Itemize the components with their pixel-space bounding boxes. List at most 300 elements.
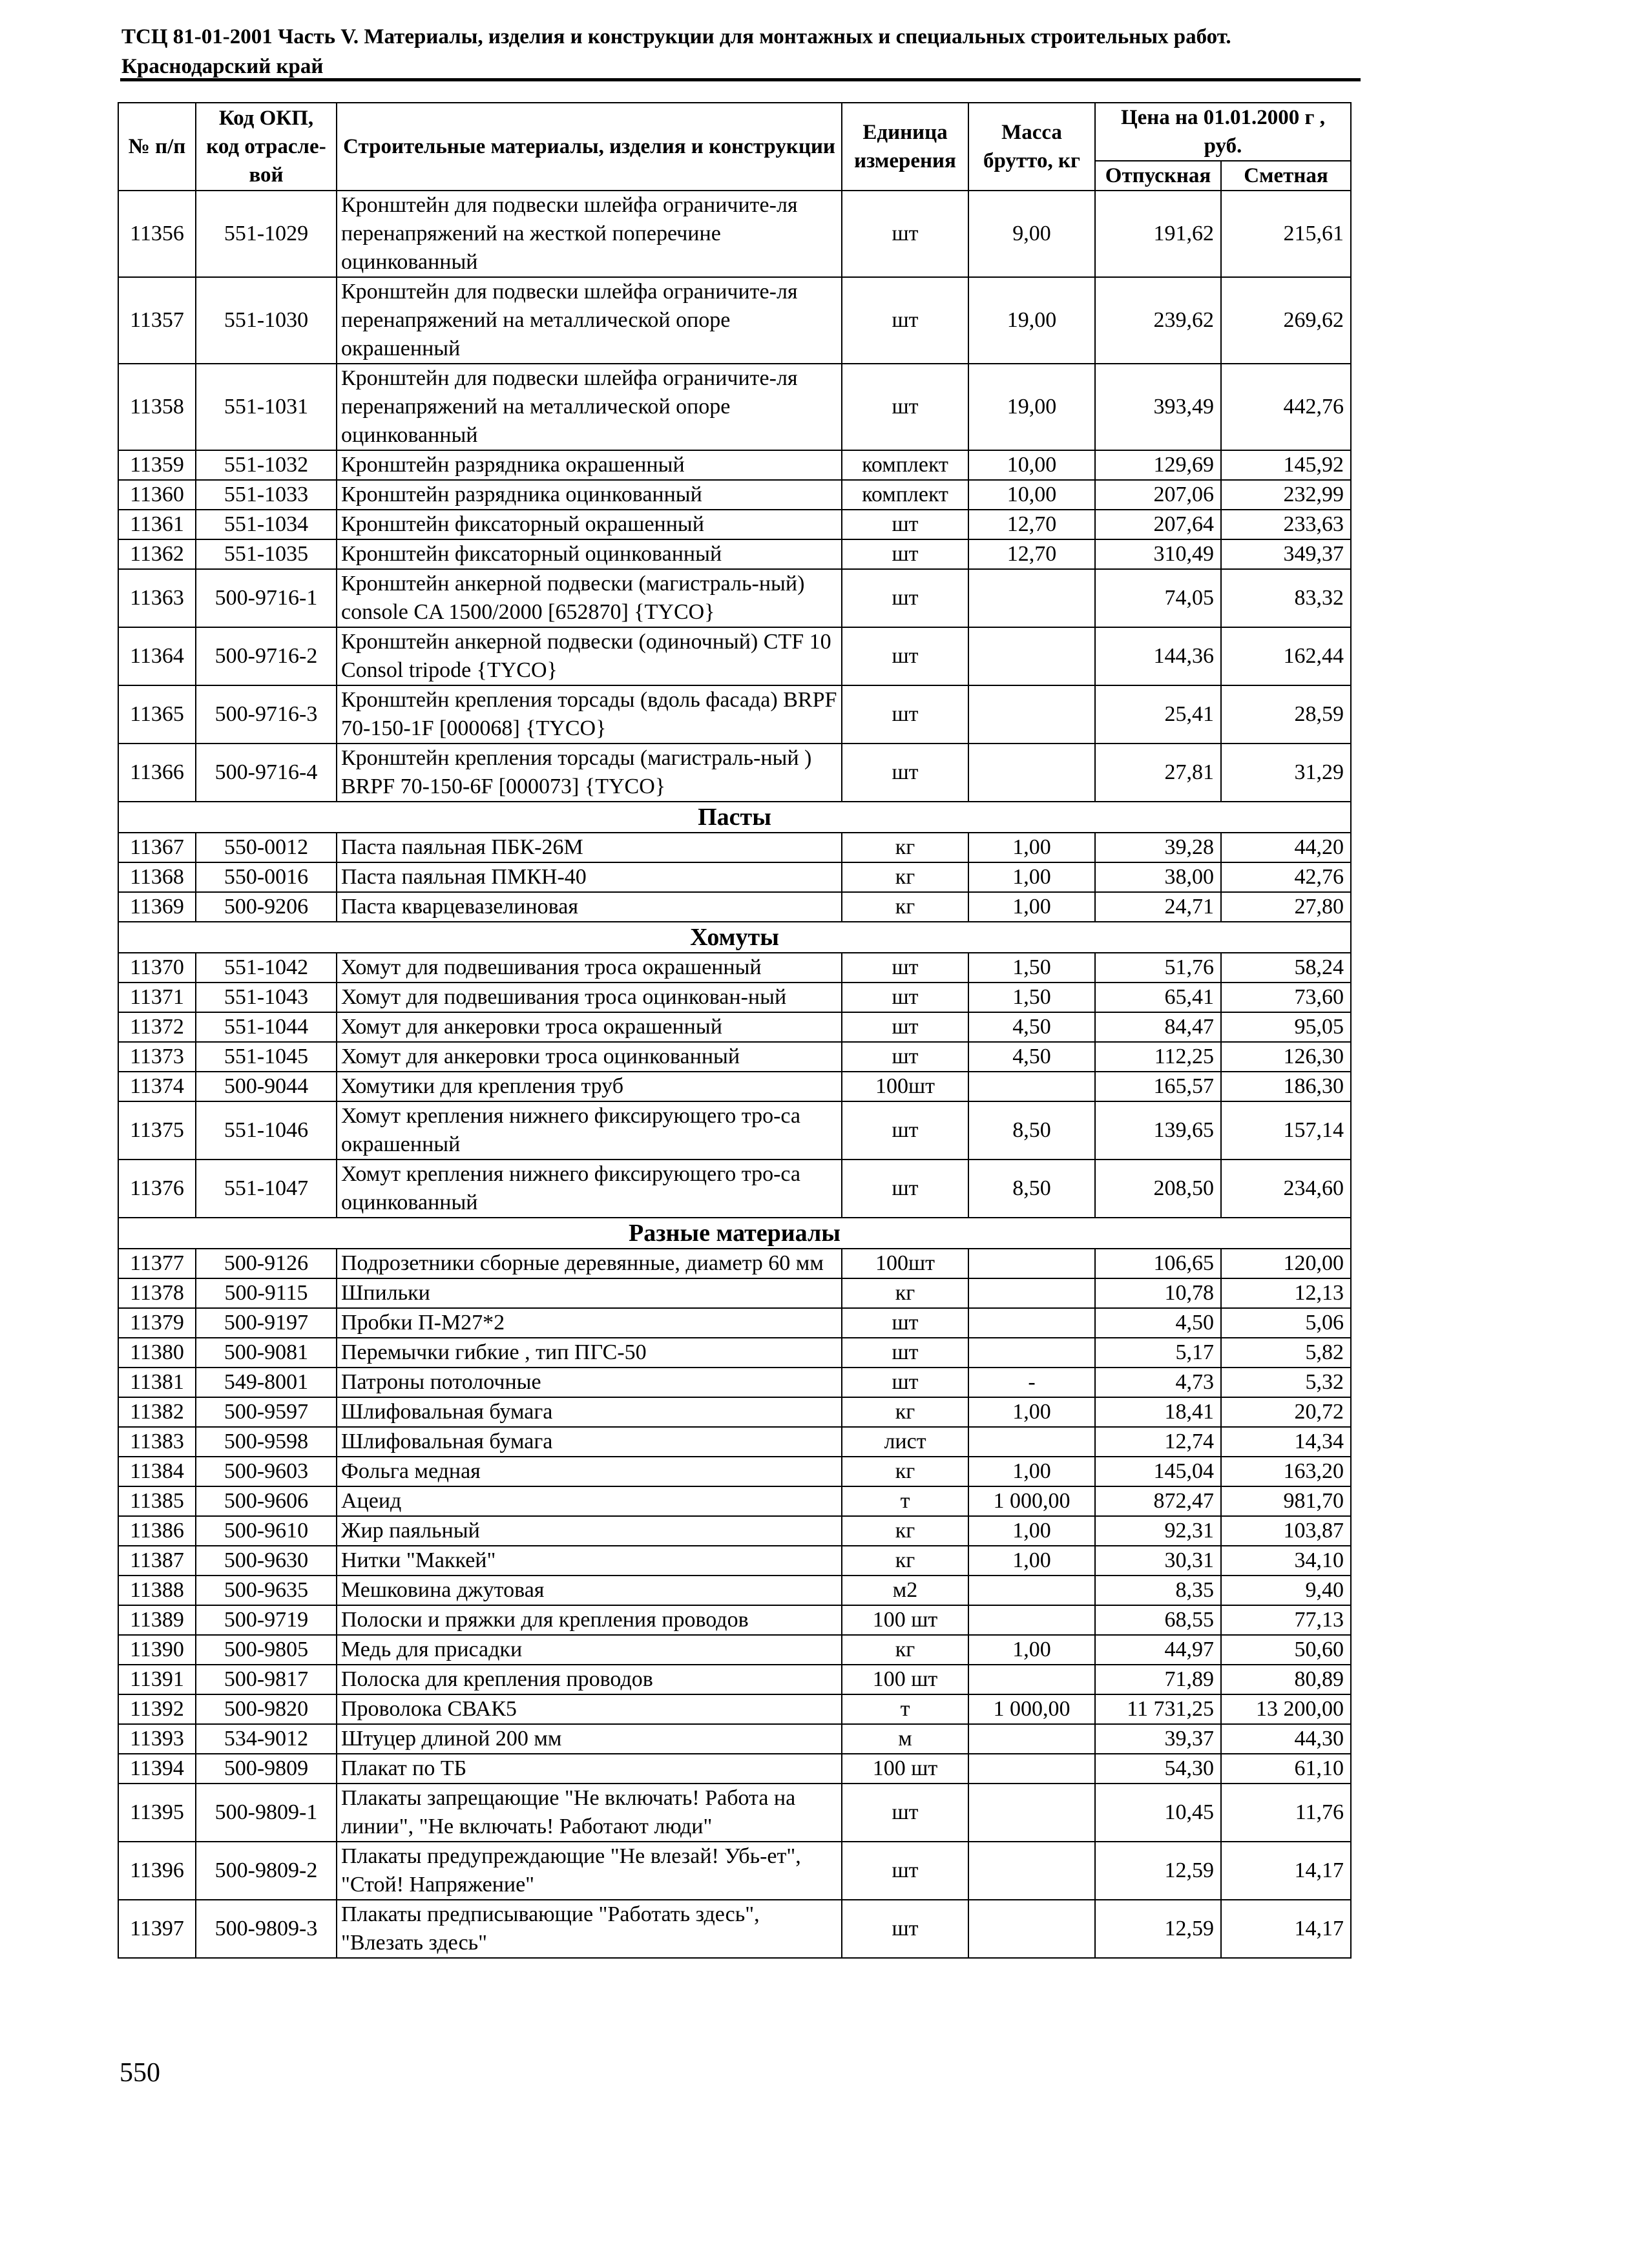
table-row: [118, 685, 1351, 744]
cell-mass: 4,50: [968, 1012, 1095, 1042]
table-row: [118, 1605, 1351, 1635]
cell-price-estimate: 349,37: [1221, 539, 1351, 569]
col-header-mass: Масса брутто, кг: [968, 103, 1095, 191]
table-row: [118, 364, 1351, 450]
cell-price-estimate: 14,17: [1221, 1842, 1351, 1900]
cell-mass: 8,50: [968, 1101, 1095, 1160]
cell-code: 500-9610: [196, 1516, 337, 1546]
cell-price-estimate: 20,72: [1221, 1397, 1351, 1427]
cell-price-estimate: 5,32: [1221, 1368, 1351, 1397]
table-row: [118, 1784, 1351, 1842]
cell-mass: [968, 1308, 1095, 1338]
table-row: [118, 1249, 1351, 1278]
cell-unit: шт: [842, 1368, 968, 1397]
cell-unit: шт: [842, 510, 968, 539]
cell-price-estimate: 9,40: [1221, 1576, 1351, 1605]
cell-number: 11380: [118, 1338, 196, 1368]
cell-number: 11373: [118, 1042, 196, 1072]
cell-price-release: 207,64: [1095, 510, 1221, 539]
cell-unit: кг: [842, 1546, 968, 1576]
cell-number: 11387: [118, 1546, 196, 1576]
cell-price-estimate: 34,10: [1221, 1546, 1351, 1576]
cell-price-release: 5,17: [1095, 1338, 1221, 1368]
table-row: [118, 833, 1351, 862]
cell-number: 11368: [118, 862, 196, 892]
cell-name: Нитки "Маккей": [337, 1546, 842, 1576]
cell-code: 551-1032: [196, 450, 337, 480]
table-row: [118, 1072, 1351, 1101]
header-region: Краснодарский край: [121, 55, 324, 78]
cell-name: Мешковина джутовая: [337, 1576, 842, 1605]
cell-code: 551-1042: [196, 953, 337, 983]
cell-unit: шт: [842, 627, 968, 685]
cell-unit: шт: [842, 539, 968, 569]
cell-number: 11357: [118, 277, 196, 364]
cell-number: 11362: [118, 539, 196, 569]
cell-price-release: 10,78: [1095, 1278, 1221, 1308]
cell-number: 11385: [118, 1486, 196, 1516]
cell-unit: кг: [842, 1278, 968, 1308]
cell-number: 11377: [118, 1249, 196, 1278]
cell-mass: -: [968, 1368, 1095, 1397]
cell-mass: 1,00: [968, 1546, 1095, 1576]
materials-table: [118, 102, 1352, 1959]
cell-price-release: 11 731,25: [1095, 1694, 1221, 1724]
cell-number: 11367: [118, 833, 196, 862]
cell-mass: [968, 685, 1095, 744]
table-row: [118, 627, 1351, 685]
cell-price-estimate: 13 200,00: [1221, 1694, 1351, 1724]
cell-price-estimate: 126,30: [1221, 1042, 1351, 1072]
cell-mass: 1,50: [968, 983, 1095, 1012]
cell-code: 551-1034: [196, 510, 337, 539]
cell-unit: кг: [842, 862, 968, 892]
cell-code: 551-1046: [196, 1101, 337, 1160]
cell-unit: шт: [842, 1101, 968, 1160]
table-row: [118, 892, 1351, 922]
cell-price-release: 39,37: [1095, 1724, 1221, 1754]
cell-code: 500-9716-1: [196, 569, 337, 627]
cell-code: 500-9716-4: [196, 744, 337, 802]
cell-price-estimate: 442,76: [1221, 364, 1351, 450]
cell-name: Перемычки гибкие , тип ПГС-50: [337, 1338, 842, 1368]
section-title: Хомуты: [118, 922, 1351, 953]
cell-number: 11383: [118, 1427, 196, 1457]
cell-mass: 1,00: [968, 1516, 1095, 1546]
table-row: [118, 953, 1351, 983]
cell-unit: комплект: [842, 450, 968, 480]
cell-unit: 100шт: [842, 1249, 968, 1278]
cell-price-estimate: 83,32: [1221, 569, 1351, 627]
cell-code: 551-1045: [196, 1042, 337, 1072]
cell-name: Паста паяльная ПБК-26М: [337, 833, 842, 862]
cell-price-estimate: 14,34: [1221, 1427, 1351, 1457]
cell-code: 551-1033: [196, 480, 337, 510]
cell-price-release: 12,59: [1095, 1900, 1221, 1958]
cell-number: 11375: [118, 1101, 196, 1160]
cell-number: 11393: [118, 1724, 196, 1754]
cell-number: 11390: [118, 1635, 196, 1665]
cell-price-estimate: 5,06: [1221, 1308, 1351, 1338]
cell-price-estimate: 95,05: [1221, 1012, 1351, 1042]
cell-code: 551-1029: [196, 191, 337, 277]
cell-price-release: 4,50: [1095, 1308, 1221, 1338]
table-row: [118, 1012, 1351, 1042]
cell-name: Полоски и пряжки для крепления проводов: [337, 1605, 842, 1635]
cell-mass: 1,00: [968, 1397, 1095, 1427]
page-header: [121, 22, 1362, 81]
col-header-price: Цена на 01.01.2000 г , руб.: [1095, 103, 1351, 161]
cell-name: Плакаты запрещающие "Не включать! Работа на линии", "Не включать! Работают люди": [337, 1784, 842, 1842]
table-row: [118, 1486, 1351, 1516]
cell-name: Пробки П-М27*2: [337, 1308, 842, 1338]
cell-name: Плакаты предписывающие "Работать здесь", "Влезать здесь": [337, 1900, 842, 1958]
cell-price-release: 207,06: [1095, 480, 1221, 510]
table-row: [118, 1042, 1351, 1072]
table-body: [118, 191, 1351, 1958]
cell-unit: т: [842, 1486, 968, 1516]
cell-unit: шт: [842, 277, 968, 364]
cell-name: Штуцер длиной 200 мм: [337, 1724, 842, 1754]
cell-price-release: 165,57: [1095, 1072, 1221, 1101]
cell-number: 11369: [118, 892, 196, 922]
cell-name: Кронштейн крепления торсады (вдоль фасада) BRPF 70-150-1F [000068] {TYCO}: [337, 685, 842, 744]
cell-unit: кг: [842, 833, 968, 862]
col-header-name: Строительные материалы, изделия и конструкции: [337, 103, 842, 191]
cell-mass: [968, 1278, 1095, 1308]
cell-mass: [968, 1427, 1095, 1457]
section-header: [118, 922, 1351, 953]
cell-price-release: 191,62: [1095, 191, 1221, 277]
cell-price-estimate: 234,60: [1221, 1160, 1351, 1218]
cell-unit: шт: [842, 744, 968, 802]
cell-unit: кг: [842, 1457, 968, 1486]
cell-name: Шлифовальная бумага: [337, 1397, 842, 1427]
cell-code: 500-9805: [196, 1635, 337, 1665]
cell-code: 551-1043: [196, 983, 337, 1012]
cell-price-estimate: 44,30: [1221, 1724, 1351, 1754]
cell-name: Паста паяльная ПМКН-40: [337, 862, 842, 892]
cell-code: 551-1030: [196, 277, 337, 364]
cell-mass: [968, 1784, 1095, 1842]
cell-price-estimate: 145,92: [1221, 450, 1351, 480]
cell-number: 11397: [118, 1900, 196, 1958]
cell-number: 11376: [118, 1160, 196, 1218]
cell-mass: 1,00: [968, 892, 1095, 922]
table-row: [118, 1338, 1351, 1368]
table-row: [118, 1397, 1351, 1427]
cell-price-release: 393,49: [1095, 364, 1221, 450]
table-row: [118, 1694, 1351, 1724]
cell-name: Кронштейн фиксаторный окрашенный: [337, 510, 842, 539]
cell-price-estimate: 61,10: [1221, 1754, 1351, 1784]
table-row: [118, 510, 1351, 539]
table-row: [118, 480, 1351, 510]
cell-price-release: 106,65: [1095, 1249, 1221, 1278]
cell-code: 500-9206: [196, 892, 337, 922]
cell-number: 11370: [118, 953, 196, 983]
cell-mass: [968, 1665, 1095, 1694]
cell-price-release: 51,76: [1095, 953, 1221, 983]
cell-price-release: 239,62: [1095, 277, 1221, 364]
cell-price-release: 54,30: [1095, 1754, 1221, 1784]
cell-price-estimate: 27,80: [1221, 892, 1351, 922]
cell-mass: 12,70: [968, 539, 1095, 569]
cell-mass: 1,00: [968, 862, 1095, 892]
cell-price-estimate: 31,29: [1221, 744, 1351, 802]
cell-price-estimate: 73,60: [1221, 983, 1351, 1012]
cell-mass: 1 000,00: [968, 1486, 1095, 1516]
cell-code: 500-9809-2: [196, 1842, 337, 1900]
cell-price-estimate: 157,14: [1221, 1101, 1351, 1160]
cell-mass: 1,00: [968, 1635, 1095, 1665]
table-row: [118, 1278, 1351, 1308]
cell-name: Кронштейн разрядника оцинкованный: [337, 480, 842, 510]
cell-name: Кронштейн разрядника окрашенный: [337, 450, 842, 480]
cell-price-estimate: 12,13: [1221, 1278, 1351, 1308]
cell-code: 500-9603: [196, 1457, 337, 1486]
cell-price-release: 10,45: [1095, 1784, 1221, 1842]
cell-name: Ацеид: [337, 1486, 842, 1516]
table-row: [118, 1546, 1351, 1576]
cell-mass: 1,00: [968, 833, 1095, 862]
cell-price-release: 112,25: [1095, 1042, 1221, 1072]
cell-name: Хомут для подвешивания троса окрашенный: [337, 953, 842, 983]
table-row: [118, 191, 1351, 277]
table-row: [118, 1842, 1351, 1900]
cell-number: 11359: [118, 450, 196, 480]
section-header: [118, 1218, 1351, 1249]
cell-name: Проволока СВАК5: [337, 1694, 842, 1724]
cell-unit: шт: [842, 983, 968, 1012]
cell-unit: шт: [842, 1160, 968, 1218]
cell-mass: [968, 1900, 1095, 1958]
cell-name: Плакаты предупреждающие "Не влезай! Убь-ет", "Стой! Напряжение": [337, 1842, 842, 1900]
cell-mass: [968, 1576, 1095, 1605]
cell-number: 11394: [118, 1754, 196, 1784]
cell-unit: кг: [842, 892, 968, 922]
cell-code: 500-9126: [196, 1249, 337, 1278]
table-row: [118, 983, 1351, 1012]
cell-name: Шлифовальная бумага: [337, 1427, 842, 1457]
cell-unit: 100шт: [842, 1072, 968, 1101]
table-row: [118, 1635, 1351, 1665]
cell-number: 11382: [118, 1397, 196, 1427]
cell-mass: [968, 569, 1095, 627]
cell-price-release: 71,89: [1095, 1665, 1221, 1694]
cell-mass: [968, 1072, 1095, 1101]
cell-price-release: 4,73: [1095, 1368, 1221, 1397]
cell-name: Плакат по ТБ: [337, 1754, 842, 1784]
cell-name: Паста кварцевазелиновая: [337, 892, 842, 922]
cell-code: 550-0012: [196, 833, 337, 862]
cell-price-estimate: 11,76: [1221, 1784, 1351, 1842]
cell-code: 549-8001: [196, 1368, 337, 1397]
cell-name: Шпильки: [337, 1278, 842, 1308]
table-row: [118, 1516, 1351, 1546]
cell-price-release: 139,65: [1095, 1101, 1221, 1160]
cell-mass: [968, 1724, 1095, 1754]
cell-price-release: 18,41: [1095, 1397, 1221, 1427]
cell-mass: [968, 1842, 1095, 1900]
cell-unit: шт: [842, 364, 968, 450]
cell-unit: кг: [842, 1516, 968, 1546]
cell-number: 11395: [118, 1784, 196, 1842]
cell-code: 500-9635: [196, 1576, 337, 1605]
cell-unit: м2: [842, 1576, 968, 1605]
cell-code: 500-9597: [196, 1397, 337, 1427]
cell-name: Подрозетники сборные деревянные, диаметр 60 мм: [337, 1249, 842, 1278]
cell-price-release: 44,97: [1095, 1635, 1221, 1665]
cell-number: 11381: [118, 1368, 196, 1397]
cell-number: 11386: [118, 1516, 196, 1546]
cell-number: 11371: [118, 983, 196, 1012]
cell-name: Жир паяльный: [337, 1516, 842, 1546]
cell-name: Хомут крепления нижнего фиксирующего тро-са окрашенный: [337, 1101, 842, 1160]
cell-number: 11358: [118, 364, 196, 450]
cell-mass: 8,50: [968, 1160, 1095, 1218]
cell-mass: 4,50: [968, 1042, 1095, 1072]
cell-price-estimate: 981,70: [1221, 1486, 1351, 1516]
cell-number: 11389: [118, 1605, 196, 1635]
cell-price-release: 39,28: [1095, 833, 1221, 862]
cell-unit: кг: [842, 1397, 968, 1427]
cell-number: 11360: [118, 480, 196, 510]
cell-number: 11372: [118, 1012, 196, 1042]
cell-unit: шт: [842, 1784, 968, 1842]
cell-code: 500-9817: [196, 1665, 337, 1694]
cell-name: Кронштейн для подвески шлейфа ограничите-ля перенапряжений на металлической опоре окрашенный: [337, 277, 842, 364]
cell-code: 500-9809-3: [196, 1900, 337, 1958]
cell-unit: шт: [842, 191, 968, 277]
cell-unit: шт: [842, 1900, 968, 1958]
cell-price-release: 12,74: [1095, 1427, 1221, 1457]
cell-number: 11391: [118, 1665, 196, 1694]
cell-unit: 100 шт: [842, 1605, 968, 1635]
table-row: [118, 1900, 1351, 1958]
cell-price-estimate: 28,59: [1221, 685, 1351, 744]
cell-price-estimate: 58,24: [1221, 953, 1351, 983]
cell-number: 11379: [118, 1308, 196, 1338]
header-title: ТСЦ 81-01-2001 Часть V. Материалы, изделия и конструкции для монтажных и специальных строительных работ.: [121, 25, 1231, 48]
cell-number: 11366: [118, 744, 196, 802]
table-row: [118, 277, 1351, 364]
cell-price-estimate: 232,99: [1221, 480, 1351, 510]
cell-mass: [968, 1754, 1095, 1784]
cell-code: 500-9820: [196, 1694, 337, 1724]
cell-price-estimate: 163,20: [1221, 1457, 1351, 1486]
cell-name: Хомут для подвешивания троса оцинкован-ный: [337, 983, 842, 1012]
cell-code: 500-9197: [196, 1308, 337, 1338]
col-header-code: Код ОКП, код отрасле-вой: [196, 103, 337, 191]
cell-price-estimate: 186,30: [1221, 1072, 1351, 1101]
cell-code: 534-9012: [196, 1724, 337, 1754]
col-header-price-release: Отпускная: [1095, 161, 1221, 191]
col-header-unit: Единица измерения: [842, 103, 968, 191]
table-row: [118, 1754, 1351, 1784]
cell-price-estimate: 42,76: [1221, 862, 1351, 892]
cell-unit: шт: [842, 1012, 968, 1042]
cell-price-estimate: 14,17: [1221, 1900, 1351, 1958]
cell-name: Полоска для крепления проводов: [337, 1665, 842, 1694]
cell-unit: лист: [842, 1427, 968, 1457]
cell-price-release: 310,49: [1095, 539, 1221, 569]
cell-price-release: 74,05: [1095, 569, 1221, 627]
cell-number: 11378: [118, 1278, 196, 1308]
cell-code: 500-9716-3: [196, 685, 337, 744]
cell-name: Кронштейн крепления торсады (магистраль-ный ) BRPF 70-150-6F [000073] {TYCO}: [337, 744, 842, 802]
cell-name: Хомут крепления нижнего фиксирующего тро-са оцинкованный: [337, 1160, 842, 1218]
cell-number: 11392: [118, 1694, 196, 1724]
col-header-number: № п/п: [118, 103, 196, 191]
cell-mass: [968, 1338, 1095, 1368]
cell-price-estimate: 103,87: [1221, 1516, 1351, 1546]
cell-mass: 19,00: [968, 277, 1095, 364]
cell-price-estimate: 120,00: [1221, 1249, 1351, 1278]
cell-unit: шт: [842, 1042, 968, 1072]
cell-name: Медь для присадки: [337, 1635, 842, 1665]
cell-name: Кронштейн фиксаторный оцинкованный: [337, 539, 842, 569]
section-header: [118, 802, 1351, 833]
cell-number: 11365: [118, 685, 196, 744]
cell-code: 500-9044: [196, 1072, 337, 1101]
cell-code: 500-9630: [196, 1546, 337, 1576]
cell-unit: 100 шт: [842, 1665, 968, 1694]
cell-number: 11363: [118, 569, 196, 627]
cell-price-release: 27,81: [1095, 744, 1221, 802]
cell-code: 550-0016: [196, 862, 337, 892]
table-row: [118, 450, 1351, 480]
cell-price-release: 144,36: [1095, 627, 1221, 685]
cell-name: Хомутики для крепления труб: [337, 1072, 842, 1101]
section-title: Разные материалы: [118, 1218, 1351, 1249]
cell-code: 500-9598: [196, 1427, 337, 1457]
cell-unit: шт: [842, 569, 968, 627]
section-title: Пасты: [118, 802, 1351, 833]
cell-name: Фольга медная: [337, 1457, 842, 1486]
cell-price-release: 12,59: [1095, 1842, 1221, 1900]
header-divider: [120, 78, 1361, 81]
cell-unit: т: [842, 1694, 968, 1724]
cell-number: 11361: [118, 510, 196, 539]
table-row: [118, 1457, 1351, 1486]
cell-unit: шт: [842, 1338, 968, 1368]
table-row: [118, 569, 1351, 627]
cell-price-release: 129,69: [1095, 450, 1221, 480]
cell-code: 551-1035: [196, 539, 337, 569]
table-row: [118, 1101, 1351, 1160]
table-row: [118, 1576, 1351, 1605]
cell-name: Хомут для анкеровки троса окрашенный: [337, 1012, 842, 1042]
cell-mass: 10,00: [968, 450, 1095, 480]
cell-code: 551-1047: [196, 1160, 337, 1218]
cell-unit: 100 шт: [842, 1754, 968, 1784]
cell-unit: комплект: [842, 480, 968, 510]
cell-price-release: 84,47: [1095, 1012, 1221, 1042]
page-number: 550: [120, 2058, 160, 2088]
cell-price-release: 65,41: [1095, 983, 1221, 1012]
cell-number: 11388: [118, 1576, 196, 1605]
cell-code: 500-9606: [196, 1486, 337, 1516]
col-header-price-estimate: Сметная: [1221, 161, 1351, 191]
cell-mass: [968, 1249, 1095, 1278]
cell-price-estimate: 77,13: [1221, 1605, 1351, 1635]
cell-unit: шт: [842, 1842, 968, 1900]
cell-number: 11396: [118, 1842, 196, 1900]
cell-code: 551-1044: [196, 1012, 337, 1042]
cell-mass: 10,00: [968, 480, 1095, 510]
cell-price-estimate: 80,89: [1221, 1665, 1351, 1694]
